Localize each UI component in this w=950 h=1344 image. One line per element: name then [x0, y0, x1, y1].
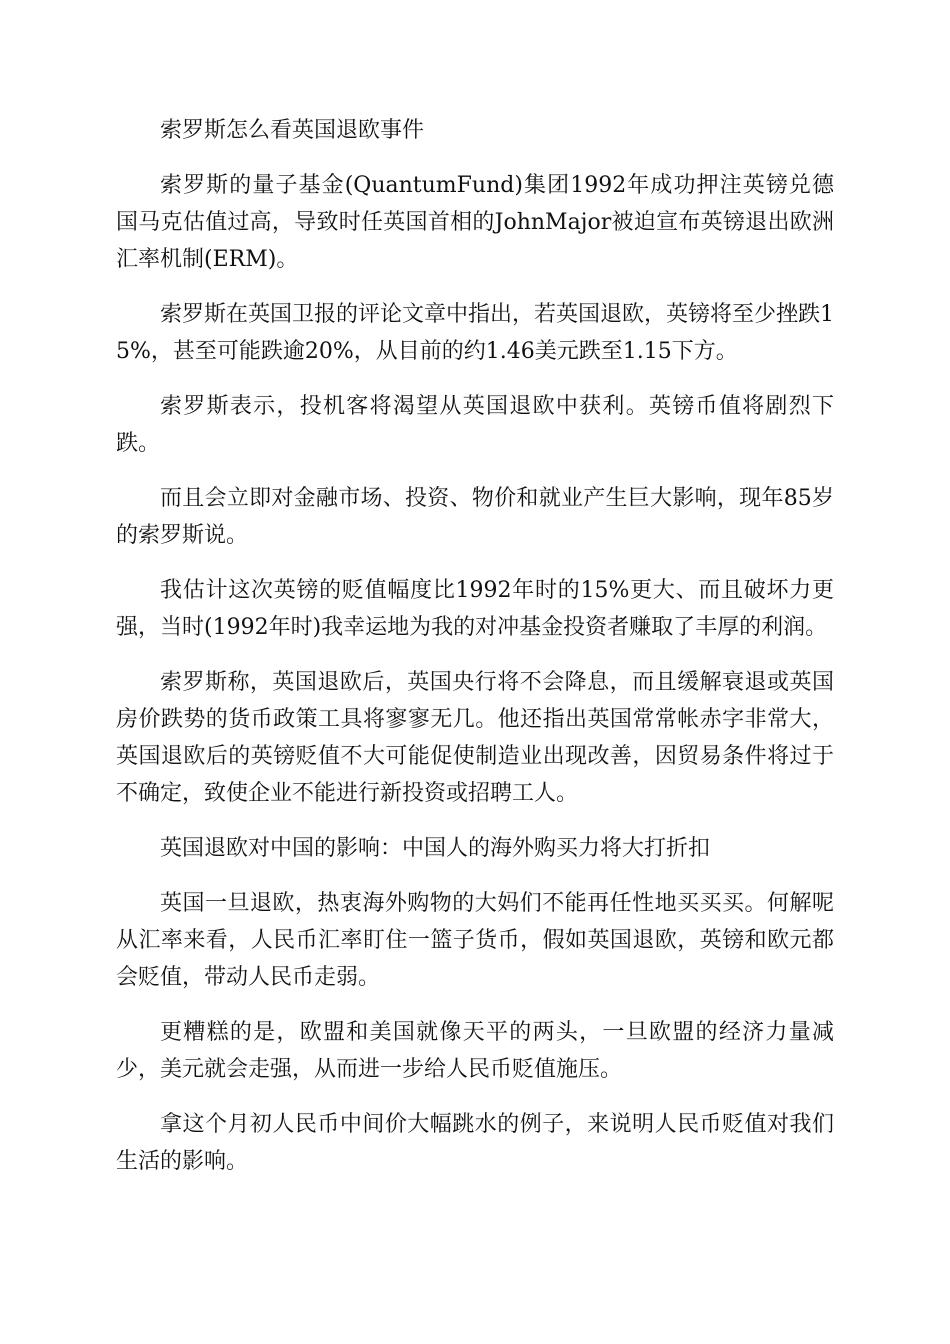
section-heading: 英国退欧对中国的影响：中国人的海外购买力将大打折扣	[160, 836, 711, 861]
paragraph: 而且会立即对金融市场、投资、物价和就业产生巨大影响，现年85岁的索罗斯说。	[116, 486, 834, 548]
paragraph: 索罗斯称，英国退欧后，英国央行将不会降息，而且缓解衰退或英国房价跌势的货币政策工具将寥寥无几。他还指出英国常常帐赤字非常大，英国退欧后的英镑贬值不大可能促使制造业出现改善，因贸易条件将过于不确定，致使企业不能进行新投资或招聘工人。	[116, 670, 834, 806]
article-heading: 索罗斯怎么看英国退欧事件	[160, 118, 425, 143]
paragraph: 索罗斯在英国卫报的评论文章中指出，若英国退欧，英镑将至少挫跌15%，甚至可能跌逾20%，从目前的约1.46美元跌至1.15下方。	[116, 302, 834, 364]
paragraph: 我估计这次英镑的贬值幅度比1992年时的15%更大、而且破坏力更强，当时(1992年时)我幸运地为我的对冲基金投资者赚取了丰厚的利润。	[116, 578, 834, 640]
paragraph: 索罗斯表示，投机客将渴望从英国退欧中获利。英镑币值将剧烈下跌。	[116, 394, 834, 456]
paragraph: 英国一旦退欧，热衷海外购物的大妈们不能再任性地买买买。何解呢从汇率来看，人民币汇率盯住一篮子货币，假如英国退欧，英镑和欧元都会贬值，带动人民币走弱。	[116, 891, 834, 990]
paragraph: 索罗斯的量子基金(QuantumFund)集团1992年成功押注英镑兑德国马克估值过高，导致时任英国首相的JohnMajor被迫宣布英镑退出欧洲汇率机制(ERM)。	[116, 173, 834, 272]
article-body	[116, 112, 834, 1198]
paragraph: 更糟糕的是，欧盟和美国就像天平的两头，一旦欧盟的经济力量减少，美元就会走强，从而进一步给人民币贬值施压。	[116, 1020, 834, 1082]
paragraph: 拿这个月初人民币中间价大幅跳水的例子，来说明人民币贬值对我们生活的影响。	[116, 1112, 834, 1174]
